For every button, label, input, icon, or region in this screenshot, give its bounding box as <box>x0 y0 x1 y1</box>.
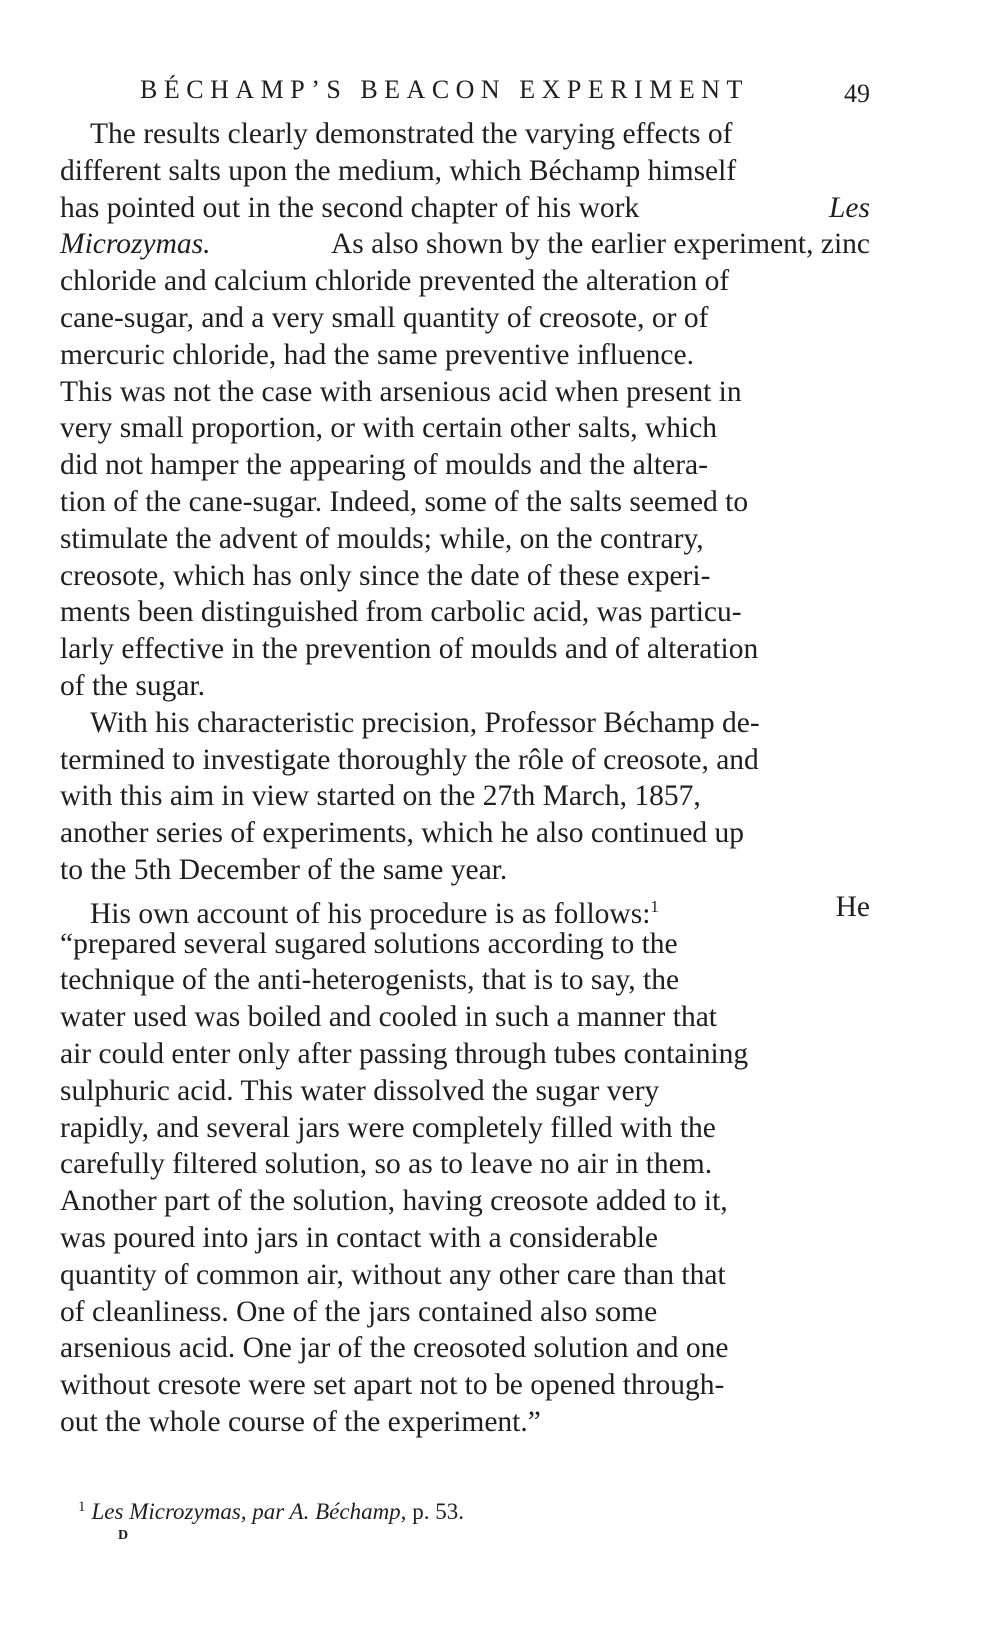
text-line: another series of experiments, which he also continued up <box>60 817 745 850</box>
running-title: BÉCHAMP’S BEACON EXPERIMENT <box>140 75 749 104</box>
text-line: Microzymas. As also shown by the earlier experiment, zinc <box>60 226 870 263</box>
footnote-page: p. 53. <box>412 1499 464 1524</box>
text-line: The results clearly demonstrated the varying effects of <box>90 118 733 150</box>
text-line: creosote, which has only since the date of these experi- <box>60 559 711 592</box>
text-line: to the 5th December of the same year. <box>60 853 508 886</box>
body-text <box>60 116 870 1441</box>
text-line: stimulate the advent of moulds; while, on the contrary, <box>60 522 704 555</box>
text-line: larly effective in the prevention of moulds and of alteration <box>60 633 759 666</box>
text-line: Another part of the solution, having creosote added to it, <box>60 1185 728 1218</box>
text-line: without cresote were set apart not to be opened through- <box>60 1369 725 1402</box>
footnote <box>78 1492 464 1527</box>
text-line: rapidly, and several jars were completely filled with the <box>60 1111 716 1144</box>
book-title-italic: Microzymas. <box>60 228 211 261</box>
text-line: mercuric chloride, had the same preventive influence. <box>60 338 694 371</box>
text-line: His own account of his procedure is as follows:1 He <box>90 890 870 930</box>
text-line: very small proportion, or with certain other salts, which <box>60 412 718 445</box>
text-line: chloride and calcium chloride prevented the alteration of <box>60 265 730 298</box>
running-head <box>60 70 870 110</box>
footnote-marker: 1 <box>78 1499 86 1515</box>
signature-mark: D <box>118 1528 130 1543</box>
text-line: “prepared several sugared solutions according to the <box>60 927 678 960</box>
text-line: termined to investigate thoroughly the rôle of creosote, and <box>60 743 759 776</box>
text-line: sulphuric acid. This water dissolved the sugar very <box>60 1074 660 1107</box>
text-line: arsenious acid. One jar of the creosoted solution and one <box>60 1332 729 1365</box>
text-line: cane-sugar, and a very small quantity of creosote, or of <box>60 301 709 334</box>
text-line: air could enter only after passing through tubes containing <box>60 1037 749 1070</box>
footnote-reference: 1 <box>650 896 659 916</box>
book-title-italic: Les <box>829 191 870 224</box>
page-number: 49 <box>844 79 870 108</box>
text-line: has pointed out in the second chapter of his work Les <box>60 190 870 227</box>
text-line: quantity of common air, without any other care than that <box>60 1258 726 1291</box>
text-line: This was not the case with arsenious acid when present in <box>60 375 742 408</box>
text-line: With his characteristic precision, Professor Béchamp de- <box>90 706 760 739</box>
text-line: different salts upon the medium, which Béchamp himself <box>60 154 737 187</box>
text-line: of the sugar. <box>60 669 206 702</box>
text-line: carefully filtered solution, so as to leave no air in them. <box>60 1148 713 1181</box>
footnote-citation: Les Microzymas, par A. Béchamp, <box>91 1499 407 1524</box>
text-line: did not hamper the appearing of moulds and the altera- <box>60 449 708 482</box>
text-line: ments been distinguished from carbolic acid, was particu- <box>60 596 742 629</box>
text-line: technique of the anti-heterogenists, that is to say, the <box>60 964 680 997</box>
text-line: with this aim in view started on the 27th March, 1857, <box>60 780 701 813</box>
text-line: water used was boiled and cooled in such a manner that <box>60 1001 717 1034</box>
text-line: was poured into jars in contact with a considerable <box>60 1221 659 1254</box>
text-line: out the whole course of the experiment.” <box>60 1405 541 1438</box>
text-line: of cleanliness. One of the jars contained also some <box>60 1295 658 1328</box>
text-line: tion of the cane-sugar. Indeed, some of the salts seemed to <box>60 485 749 518</box>
